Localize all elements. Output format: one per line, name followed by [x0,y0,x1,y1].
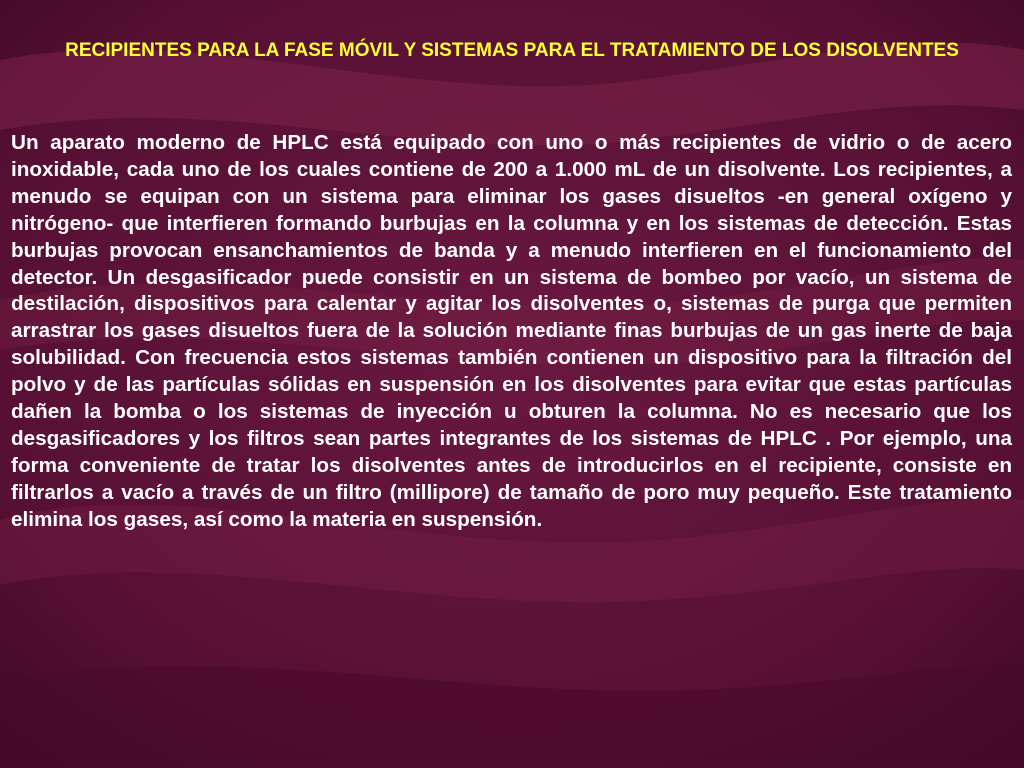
slide-body-text: Un aparato moderno de HPLC está equipado con uno o más recipientes de vidrio o de acero inoxidable, cada uno de los cuales contiene de 200 a 1.000 mL de un disolvente. Los recipientes, a menudo se equipan con un sistema para eliminar los gases disueltos -en general oxígeno y nitrógeno- que interfieren formando burbujas en la columna y en los sistemas de detección. Estas burbujas provocan ensanchamientos de banda y a menudo interfieren en el funcionamiento del detector. Un desgasificador puede consistir en un sistema de bombeo por vacío, un sistema de destilación, dispositivos para calentar y agitar los disolventes o, sistemas de purga que permiten arrastrar los gases disueltos fuera de la solución mediante finas burbujas de un gas inerte de baja solubilidad. Con frecuencia estos sistemas también contienen un dispositivo para la filtración del polvo y de las partículas sólidas en suspensión en los disolventes para evitar que estas partículas dañen la bomba o los sistemas de inyección u obturen la columna. No es necesario que los desgasificadores y los filtros sean partes integrantes de los sistemas de HPLC . Por ejemplo, una forma conveniente de tratar los disolventes antes de introducirlos en el recipiente, consiste en filtrarlos a vacío a través de un filtro (millipore) de tamaño de poro muy pequeño. Este tratamiento elimina los gases, así como la materia en suspensión. [11,131,1012,531]
slide-title: RECIPIENTES PARA LA FASE MÓVIL Y SISTEMAS PARA EL TRATAMIENTO DE LOS DISOLVENTES [65,40,959,61]
